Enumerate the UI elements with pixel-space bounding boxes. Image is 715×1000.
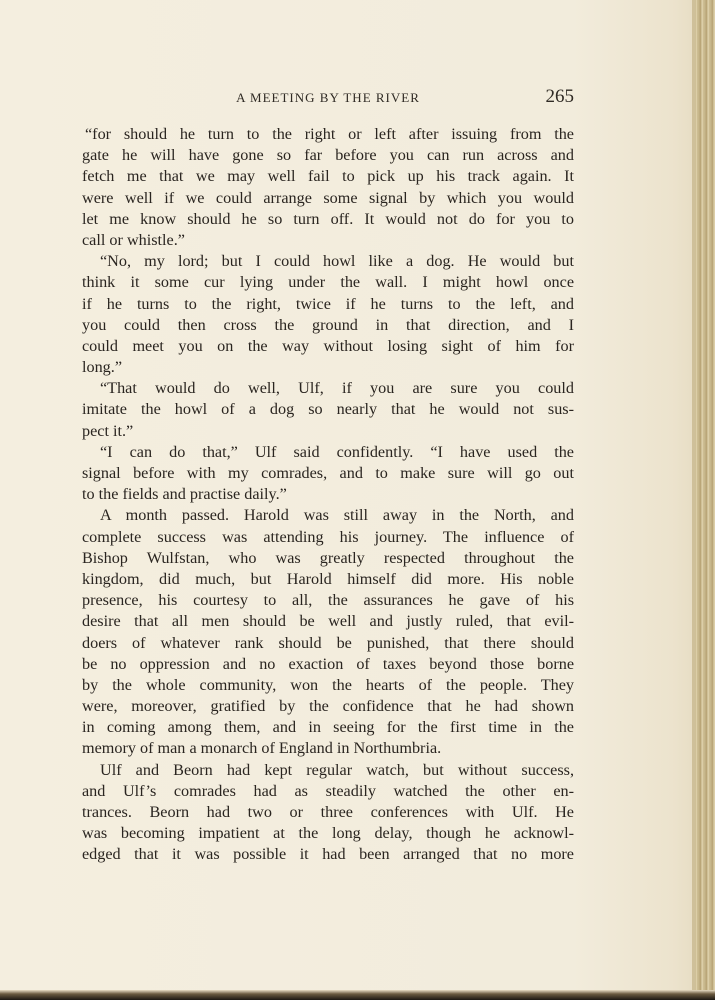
text-line: signal before with my comrades, and to make sure will go out (82, 464, 574, 482)
text-line: memory of man a monarch of England in Northumbria. (82, 739, 442, 758)
book-edge (695, 0, 715, 1000)
text-line: be no oppression and no exaction of taxes beyond those borne (82, 654, 574, 673)
text-line: in coming among them, and in seeing for the first time in the (82, 718, 574, 737)
bottom-edge (0, 990, 715, 1000)
text-line: doers of whatever rank should be punished, that there should (82, 633, 574, 652)
text-line: Bishop Wulfstan, who was greatly respected throughout the (82, 548, 574, 567)
text-line: A month passed. Harold was still away in the North, and (100, 506, 574, 525)
text-line: long.” (82, 358, 123, 377)
text-line: fetch me that we may well fail to pick up his track again. It (82, 167, 574, 186)
text-line: desire that all men should be well and justly ruled, that evil- (82, 612, 574, 631)
text-line: could meet you on the way without losing sight of him for (82, 336, 574, 355)
body-text (82, 124, 574, 866)
text-line: “That would do well, Ulf, if you are sure you could (100, 379, 574, 398)
text-line: call or whistle.” (82, 230, 185, 249)
running-title: A MEETING BY THE RIVER (236, 90, 420, 105)
text-line: pect it.” (82, 421, 134, 440)
text-line: were, moreover, gratified by the confidence that he had shown (82, 697, 574, 716)
text-line: complete success was attending his journey. The influence of (82, 527, 574, 546)
text-line: “for should he turn to the right or left after issuing from the (85, 125, 574, 143)
text-line: gate he will have gone so far before you can run across and (82, 146, 574, 165)
text-line: kingdom, did much, but Harold himself did more. His noble (82, 569, 574, 588)
text-line: to the fields and practise daily.” (82, 485, 287, 504)
text-line: by the whole community, won the hearts of the people. They (82, 675, 574, 694)
text-line: you could then cross the ground in that direction, and I (82, 315, 574, 334)
text-line: presence, his courtesy to all, the assurances he gave of his (82, 591, 574, 610)
text-line: think it some cur lying under the wall. I might howl once (82, 273, 574, 292)
text-line: if he turns to the right, twice if he turns to the left, and (82, 294, 574, 313)
text-line: edged that it was possible it had been arranged that no more (82, 845, 574, 864)
page-header (82, 88, 574, 110)
text-line: trances. Beorn had two or three conferences with Ulf. He (82, 803, 574, 821)
text-line: “No, my lord; but I could howl like a dog. He would but (100, 252, 574, 271)
text-line: were well if we could arrange some signal by which you would (82, 188, 574, 207)
text-line: and Ulf’s comrades had as steadily watched the other en- (82, 781, 574, 800)
page-number: 265 (545, 86, 574, 107)
text-line: Ulf and Beorn had kept regular watch, but without success, (100, 760, 574, 779)
text-line: “I can do that,” Ulf said confidently. “I have used the (100, 442, 574, 461)
text-line: was becoming impatient at the long delay, though he acknowl- (82, 824, 574, 843)
text-line: let me know should he so turn off. It would not do for you to (82, 209, 574, 228)
text-line: imitate the howl of a dog so nearly that he would not sus- (82, 400, 574, 419)
